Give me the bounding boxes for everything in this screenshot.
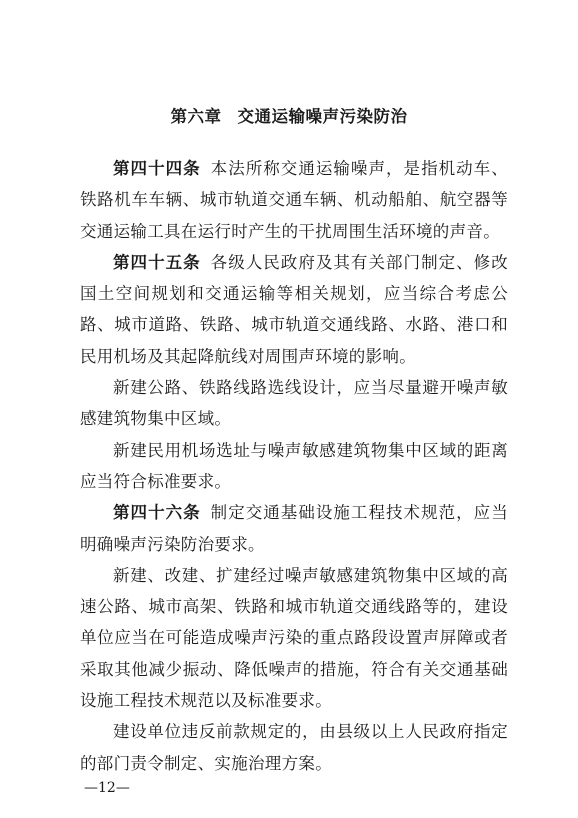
article-number: 第四十四条	[113, 159, 201, 178]
body-text	[80, 153, 508, 779]
chapter-title	[0, 103, 578, 127]
paragraph-article-45-2	[80, 372, 508, 435]
article-number: 第四十五条	[113, 252, 201, 272]
article-number: 第四十六条	[113, 503, 201, 523]
paragraph-text: 新建公路、铁路线路选线设计，应当尽量避开噪声敏感建筑物集中区域。	[80, 378, 508, 429]
page-number: —12—	[84, 780, 130, 796]
chapter-number: 第六章	[170, 107, 222, 126]
paragraph-text: 建设单位违反前款规定的，由县级以上人民政府指定的部门责令制定、实施治理方案。	[80, 722, 508, 773]
paragraph-article-46-3	[80, 716, 508, 779]
paragraph-article-45-3	[80, 435, 508, 498]
paragraph-article-46-2	[80, 560, 508, 716]
paragraph-text: 制定交通基础设施工程技术规范，应当明确噪声污染防治要求。	[80, 503, 508, 554]
paragraph-text: 各级人民政府及其有关部门制定、修改国土空间规划和交通运输等相关规划，应当综合考虑公路、城市道路、铁路、城市轨道交通线路、水路、港口和民用机场及其起降航线对周围声环境的影响。	[80, 252, 508, 366]
paragraph-text: 本法所称交通运输噪声，是指机动车、铁路机车车辆、城市轨道交通车辆、机动船舶、航空器等交通运输工具在运行时产生的干扰周围生活环境的声音。	[80, 159, 508, 241]
paragraph-article-46	[80, 497, 508, 560]
paragraph-article-45	[80, 247, 508, 372]
chapter-name: 交通运输噪声污染防治	[237, 107, 408, 126]
paragraph-article-44	[80, 153, 508, 247]
paragraph-text: 新建、改建、扩建经过噪声敏感建筑物集中区域的高速公路、城市高架、铁路和城市轨道交通线路等的，建设单位应当在可能造成噪声污染的重点路段设置声屏障或者采取其他减少振动、降低噪声的措施，符合有关交通基础设施工程技术规范以及标准要求。	[80, 565, 508, 711]
paragraph-text: 新建民用机场选址与噪声敏感建筑物集中区域的距离应当符合标准要求。	[80, 440, 508, 491]
